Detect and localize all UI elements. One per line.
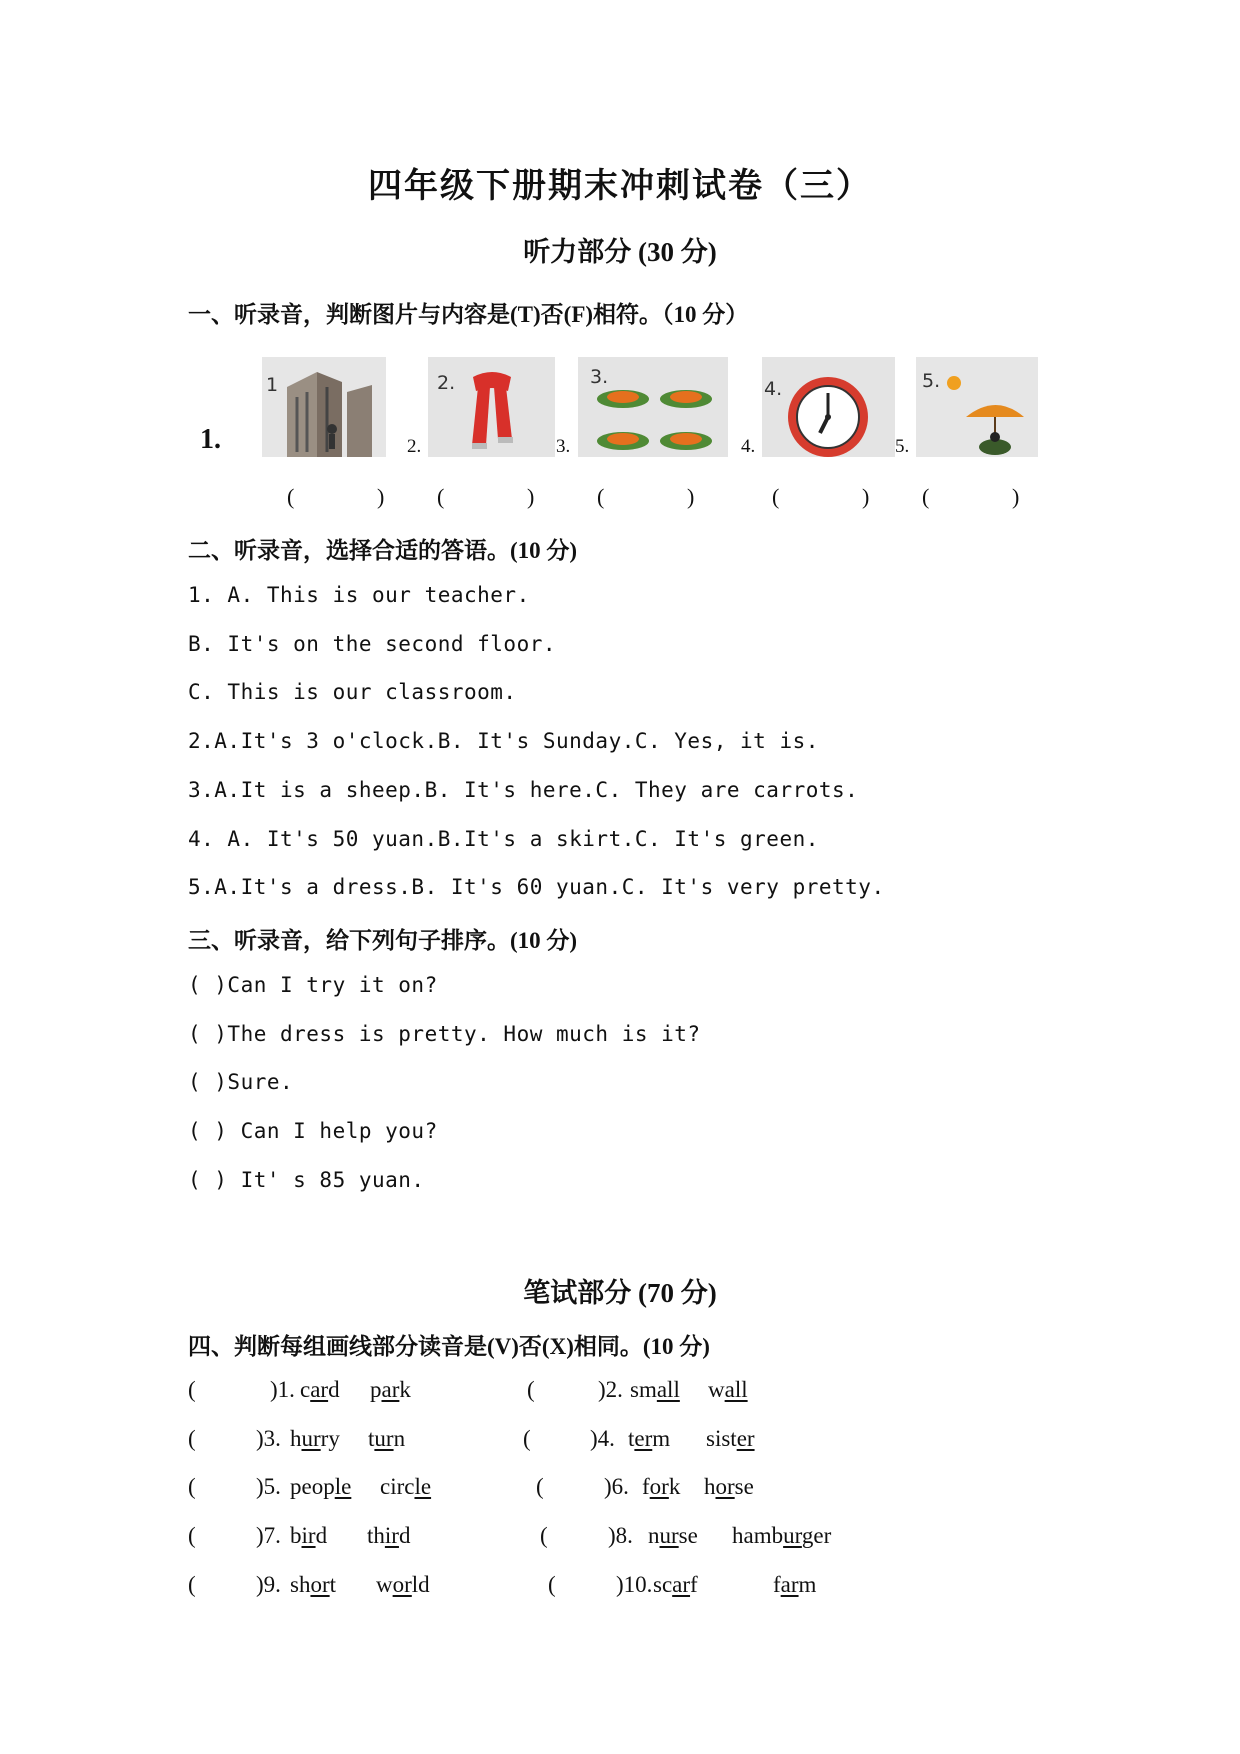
word-1 — [648, 1523, 698, 1549]
word-2-prefix: w — [376, 1572, 393, 1597]
s3-line: ( )Sure. — [188, 1070, 294, 1094]
word-1-prefix: n — [648, 1523, 660, 1548]
word-1-prefix: sh — [290, 1572, 311, 1597]
answer-paren-open-3: ( — [597, 484, 605, 509]
word-1-prefix: t — [628, 1426, 635, 1451]
word-2-prefix: h — [704, 1474, 716, 1499]
word-2-prefix: w — [708, 1377, 725, 1402]
word-2-prefix: t — [368, 1426, 375, 1451]
word-1-underlined: ar — [672, 1572, 691, 1597]
item-number: )10. — [616, 1572, 653, 1597]
word-1-prefix: c — [300, 1377, 311, 1402]
s2-line: 1. A. This is our teacher. — [188, 583, 530, 607]
word-2-underlined: ur — [374, 1426, 394, 1451]
section3-heading: 三、听录音，给下列句子排序。(10 分) — [188, 928, 578, 953]
picture-5-label: 5. — [922, 370, 941, 392]
word-2-underlined: ar — [780, 1572, 799, 1597]
word-2-suffix: k — [399, 1377, 411, 1402]
word-1 — [290, 1426, 340, 1452]
word-2-underlined: er — [736, 1426, 755, 1451]
item-number: )9. — [256, 1572, 281, 1597]
item-paren-open: ( — [188, 1426, 196, 1451]
word-1 — [290, 1572, 336, 1598]
word-2-underlined: le — [414, 1474, 432, 1499]
item-paren-open: ( — [188, 1377, 196, 1402]
word-2-prefix: sist — [706, 1426, 737, 1451]
word-1 — [630, 1377, 680, 1403]
s2-line: C. This is our classroom. — [188, 680, 517, 704]
word-2-suffix: se — [734, 1474, 754, 1499]
word-1-prefix: b — [290, 1523, 302, 1548]
picture-1 — [262, 357, 386, 457]
word-2-underlined: ar — [381, 1377, 400, 1402]
word-2-underlined: ur — [783, 1523, 802, 1548]
section4-heading: 四、判断每组画线部分读音是(V)否(X)相同。(10 分) — [188, 1334, 710, 1359]
answer-paren-open-1: ( — [287, 484, 295, 509]
word-2-suffix: d — [398, 1523, 411, 1548]
answer-paren-open-5: ( — [922, 484, 930, 509]
answer-paren-close-5: ) — [1012, 484, 1020, 509]
word-1-suffix: ry — [320, 1426, 340, 1451]
word-2 — [367, 1523, 410, 1549]
word-2-prefix: th — [367, 1523, 385, 1548]
word-1-suffix: d — [328, 1377, 340, 1402]
answer-paren-close-3: ) — [687, 484, 695, 509]
item-number: )1. — [270, 1377, 295, 1402]
word-1-suffix: t — [329, 1572, 337, 1597]
item-paren-open: ( — [188, 1474, 196, 1499]
item-paren-open: ( — [540, 1523, 548, 1548]
word-1-underlined: ir — [301, 1523, 316, 1548]
word-1-underlined: er — [634, 1426, 653, 1451]
word-1-suffix: f — [690, 1572, 698, 1597]
item-number: )5. — [256, 1474, 281, 1499]
question-1-number: 1. — [200, 424, 221, 455]
item-number: )8. — [608, 1523, 633, 1548]
word-2 — [708, 1377, 748, 1403]
word-2 — [732, 1523, 831, 1549]
word-1 — [653, 1572, 698, 1598]
item-paren-open: ( — [527, 1377, 535, 1402]
word-2-prefix: hamb — [732, 1523, 784, 1548]
word-2-suffix: m — [798, 1572, 817, 1597]
answer-paren-open-4: ( — [772, 484, 780, 509]
word-2-prefix: circ — [380, 1474, 415, 1499]
item-paren-open: ( — [523, 1426, 531, 1451]
picture-1-label: 1 — [266, 374, 279, 396]
page-title: 四年级下册期末冲刺试卷（三） — [368, 168, 872, 205]
s2-line: 4. A. It's 50 yuan.B.It's a skirt.C. It's green. — [188, 827, 819, 851]
picture-4 — [762, 357, 895, 457]
word-1-underlined: or — [310, 1572, 330, 1597]
s3-line: ( )Can I try it on? — [188, 973, 438, 997]
picture-5-number: 5. — [895, 436, 910, 457]
item-paren-open: ( — [188, 1523, 196, 1548]
word-1 — [290, 1523, 327, 1549]
s3-line: ( ) Can I help you? — [188, 1119, 438, 1143]
s2-line: 5.A.It's a dress.B. It's 60 yuan.C. It's very pretty. — [188, 875, 885, 899]
item-number: )3. — [256, 1426, 281, 1451]
item-number: )6. — [604, 1474, 629, 1499]
word-2-underlined: all — [724, 1377, 748, 1402]
word-1 — [300, 1377, 340, 1403]
picture-2-number: 2. — [407, 436, 422, 457]
word-1-suffix: d — [315, 1523, 328, 1548]
picture-3-number: 3. — [556, 436, 571, 457]
item-paren-open: ( — [188, 1572, 196, 1597]
answer-paren-open-2: ( — [437, 484, 445, 509]
s2-line: 3.A.It is a sheep.B. It's here.C. They are carrots. — [188, 778, 859, 802]
item-paren-open: ( — [536, 1474, 544, 1499]
picture-2-label: 2. — [437, 372, 456, 394]
clock-icon — [762, 357, 895, 457]
word-1-prefix: peop — [290, 1474, 335, 1499]
word-1-underlined: ur — [659, 1523, 679, 1548]
word-1-underlined: ur — [301, 1426, 321, 1451]
picture-4-number: 4. — [741, 436, 756, 457]
word-1-underlined: or — [649, 1474, 669, 1499]
word-2-underlined: ir — [384, 1523, 399, 1548]
item-number: )7. — [256, 1523, 281, 1548]
word-2 — [773, 1572, 816, 1598]
writing-part-heading: 笔试部分 (70 分) — [523, 1278, 717, 1308]
word-1-prefix: sm — [630, 1377, 657, 1402]
section2-heading: 二、听录音，选择合适的答语。(10 分) — [188, 538, 578, 563]
word-2 — [370, 1377, 411, 1403]
item-number: )4. — [590, 1426, 615, 1451]
item-number: )2. — [598, 1377, 623, 1402]
building-with-person-icon — [262, 357, 386, 457]
picture-4-label: 4. — [764, 378, 783, 400]
word-2-underlined: or — [392, 1572, 412, 1597]
word-1 — [290, 1474, 351, 1500]
word-1-suffix: m — [652, 1426, 671, 1451]
word-2-prefix: f — [773, 1572, 781, 1597]
s3-line: ( ) It' s 85 yuan. — [188, 1168, 425, 1192]
word-2-suffix: n — [393, 1426, 406, 1451]
word-2-underlined: or — [715, 1474, 735, 1499]
listening-part-heading: 听力部分 (30 分) — [523, 237, 717, 267]
word-2 — [376, 1572, 430, 1598]
word-2 — [380, 1474, 431, 1500]
word-1-prefix: f — [642, 1474, 650, 1499]
word-2-prefix: p — [370, 1377, 382, 1402]
s2-line: B. It's on the second floor. — [188, 632, 557, 656]
word-2 — [704, 1474, 754, 1500]
s3-line: ( )The dress is pretty. How much is it? — [188, 1022, 701, 1046]
word-2 — [706, 1426, 755, 1452]
word-1 — [642, 1474, 680, 1500]
answer-paren-close-2: ) — [527, 484, 535, 509]
answer-paren-close-1: ) — [377, 484, 385, 509]
word-1-prefix: h — [290, 1426, 302, 1451]
section1-heading: 一、听录音，判断图片与内容是(T)否(F)相符。（10 分） — [188, 302, 749, 327]
word-1-underlined: ar — [310, 1377, 329, 1402]
word-2-suffix: ger — [801, 1523, 832, 1548]
word-1-underlined: le — [334, 1474, 352, 1499]
word-1-suffix: se — [678, 1523, 698, 1548]
word-1 — [628, 1426, 670, 1452]
picture-3-label: 3. — [590, 366, 609, 388]
s2-line: 2.A.It's 3 o'clock.B. It's Sunday.C. Yes, it is. — [188, 729, 819, 753]
answer-paren-close-4: ) — [862, 484, 870, 509]
item-paren-open: ( — [548, 1572, 556, 1597]
word-2-suffix: ld — [411, 1572, 430, 1597]
word-1-underlined: all — [656, 1377, 680, 1402]
word-2 — [368, 1426, 405, 1452]
word-1-prefix: sc — [653, 1572, 673, 1597]
word-1-suffix: k — [668, 1474, 681, 1499]
